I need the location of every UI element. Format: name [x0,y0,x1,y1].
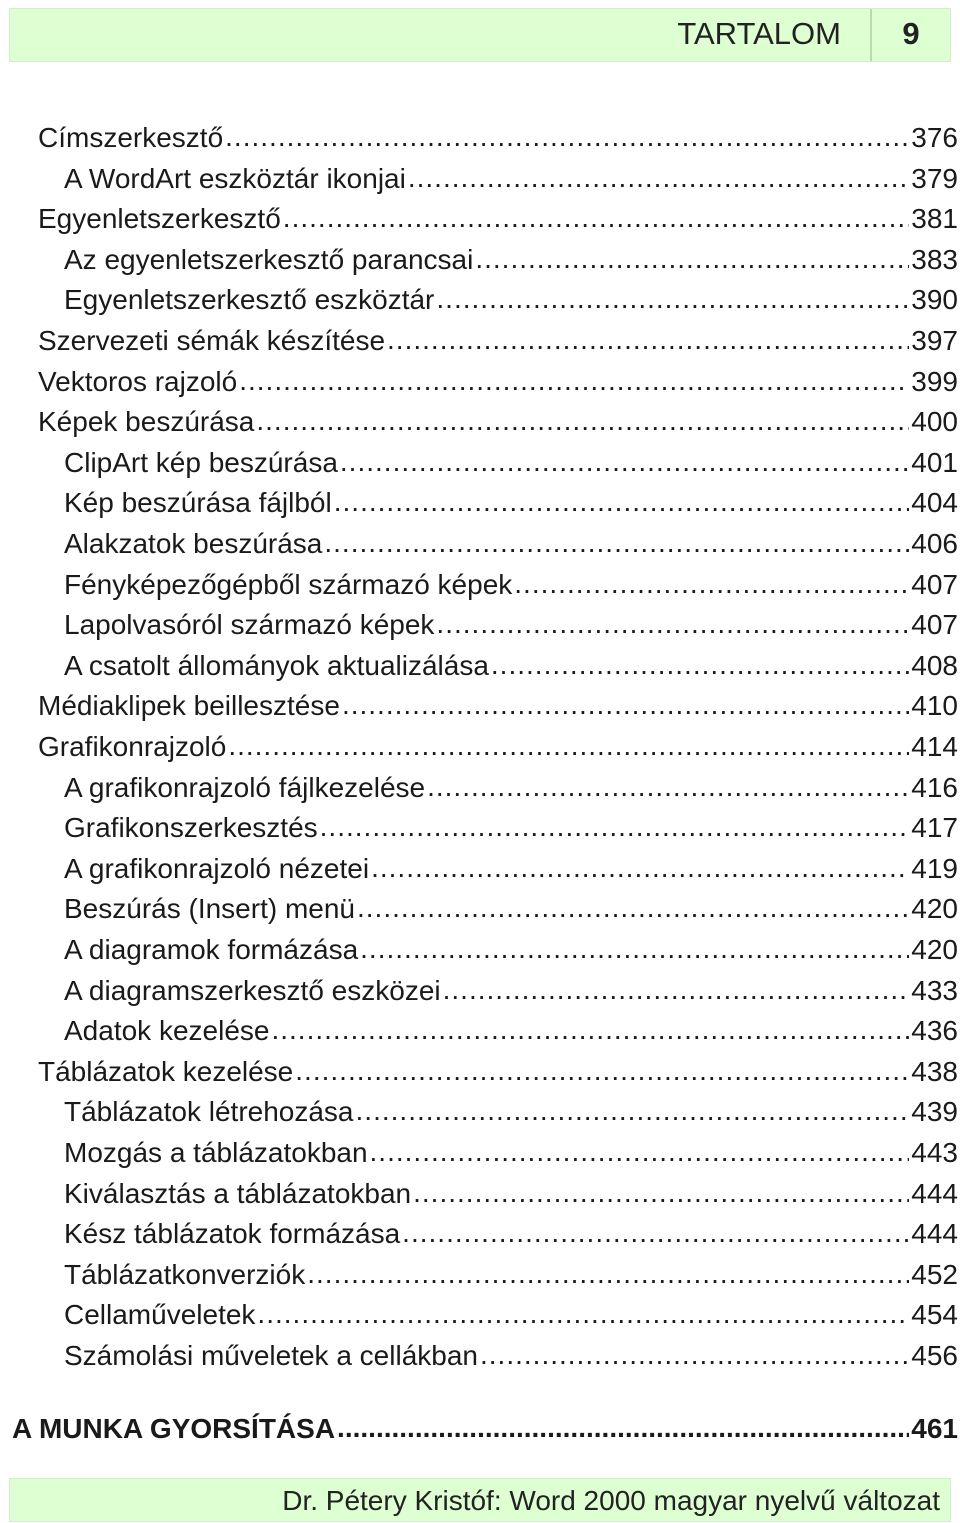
toc-entry[interactable] [0,1015,960,1056]
dot-leader [427,771,909,803]
toc-entry[interactable] [0,731,960,772]
dot-leader [408,162,909,194]
toc-entry[interactable] [0,406,960,447]
toc-entry-page: 452 [911,1258,958,1290]
toc-entry-title: Vektoros rajzoló [38,365,238,397]
toc-entry-title: Cellaműveletek [64,1299,256,1331]
toc-entry-title: A WordArt eszköztár ikonjai [64,162,406,194]
dot-leader [342,689,909,721]
toc-entry-title: Kiválasztás a táblázatokban [64,1177,412,1209]
toc-entry-title: Egyenletszerkesztő eszköztár [64,284,435,316]
toc-entry[interactable] [0,325,960,366]
dot-leader [360,933,909,965]
toc-entry-page: 406 [911,528,958,559]
footer-text: Dr. Pétery Kristóf: Word 2000 magyar nyelvű változat [282,1485,940,1516]
dot-leader [334,486,910,518]
dot-leader [357,892,909,924]
page-footer [9,1478,951,1522]
toc-entry[interactable] [0,244,960,285]
toc-entry-page: 439 [911,1096,958,1128]
dot-leader [402,1217,909,1249]
toc-entry-page: 381 [911,203,958,235]
toc-entry-title: Címszerkesztő [38,122,224,153]
chapter-title: A MUNKA GYORSÍTÁSA [12,1413,336,1444]
toc-entry-title: Az egyenletszerkesztő parancsai [64,243,474,275]
toc-entry[interactable] [0,1137,960,1178]
dot-leader [256,405,909,437]
toc-entry[interactable] [0,1340,960,1381]
toc-entry-title: A grafikonrajzoló nézetei [64,852,370,884]
toc-entry-title: Alakzatok beszúrása [64,528,323,559]
toc-entry[interactable] [0,163,960,204]
toc-entry-title: Táblázatok létrehozása [64,1096,354,1128]
toc-entry-page: 433 [911,974,958,1006]
toc-entry[interactable] [0,893,960,934]
toc-entry-title: Médiaklipek beillesztése [38,690,340,722]
dot-leader [340,446,909,478]
toc-entry[interactable] [0,609,960,650]
toc-entry-page: 420 [911,893,958,925]
dot-leader [514,568,909,600]
toc-entry-page: 420 [911,934,958,965]
toc-entry[interactable] [0,487,960,528]
toc-entry-page: 410 [911,690,958,722]
toc-entry-page: 414 [911,731,958,762]
toc-entry-page: 444 [911,1218,958,1250]
toc-entry[interactable] [0,447,960,488]
dot-leader [443,974,910,1006]
header-page-number: 9 [902,16,920,51]
toc-entry-page: 407 [911,568,958,600]
chapter-entry[interactable] [12,1413,958,1455]
toc-entry-page: 417 [911,812,958,844]
toc-entry[interactable] [0,366,960,407]
toc-entry-title: Szervezeti sémák készítése [38,325,386,356]
toc-entry-page: 401 [911,446,958,478]
toc-entry-page: 404 [911,487,958,519]
toc-entry-page: 399 [911,365,958,397]
toc-entry-page: 383 [911,243,958,275]
toc-entry-title: Számolási műveletek a cellákban [64,1340,478,1371]
toc-entry-title: Kép beszúrása fájlból [64,487,332,519]
dot-leader [257,1298,909,1330]
toc-entry-page: 443 [911,1137,958,1168]
toc-entry[interactable] [0,812,960,853]
toc-entry-title: A diagramok formázása [64,934,359,965]
dot-leader [228,730,909,762]
dot-leader [225,121,909,153]
toc-entry-page: 419 [911,852,958,884]
toc-entry-title: Képek beszúrása [38,406,255,438]
dot-leader [387,324,909,356]
toc-entry-page: 454 [911,1299,958,1331]
toc-entry[interactable] [0,772,960,813]
toc-entry[interactable] [0,122,960,163]
toc-entry-title: Lapolvasóról származó képek [64,609,435,641]
toc-entry[interactable] [0,203,960,244]
toc-entry-title: Adatok kezelése [64,1015,270,1047]
toc-entry[interactable] [0,650,960,691]
toc-entry-title: Grafikonrajzoló [38,731,227,762]
dot-leader [307,1258,909,1290]
toc-entry[interactable] [0,284,960,325]
dot-leader [324,527,909,559]
toc-entry-page: 444 [911,1177,958,1209]
toc-entry-page: 397 [911,325,958,356]
toc-entry[interactable] [0,1259,960,1300]
dot-leader [320,811,910,843]
toc-entry-page: 438 [911,1055,958,1087]
toc-entry[interactable] [0,690,960,731]
chapter-page: 461 [911,1413,958,1444]
header-title: TARTALOM [677,16,841,51]
toc-entry[interactable] [0,1178,960,1219]
dot-leader [371,852,909,884]
dot-leader [413,1177,909,1209]
toc-entry[interactable] [0,975,960,1016]
dot-leader [295,1055,909,1087]
toc-entry[interactable] [0,1096,960,1137]
toc-entry-title: ClipArt kép beszúrása [64,446,338,478]
dot-leader [356,1095,910,1127]
toc-entry-title: Egyenletszerkesztő [38,203,281,235]
dot-leader [436,608,909,640]
toc-entry-title: A grafikonrajzoló fájlkezelése [64,771,426,803]
dot-leader [239,365,909,397]
toc-entry-title: A diagramszerkesztő eszközei [64,974,441,1006]
toc-entry-title: Mozgás a táblázatokban [64,1137,368,1168]
toc-entry-title: Táblázatkonverziók [64,1258,306,1290]
toc-entry[interactable] [0,1218,960,1259]
dot-leader [337,1412,909,1444]
toc-entry-title: Fényképezőgépből származó képek [64,568,513,600]
dot-leader [271,1014,909,1046]
toc-entry-title: Grafikonszerkesztés [64,812,318,844]
toc-entry[interactable] [0,934,960,975]
toc-entry-page: 416 [911,771,958,803]
toc-entry-page: 408 [911,649,958,681]
toc-entry-title: A csatolt állományok aktualizálása [64,649,489,681]
toc-entry[interactable] [0,1056,960,1097]
toc-entry-page: 390 [911,284,958,316]
dot-leader [283,202,909,234]
toc-entry-page: 456 [911,1340,958,1371]
toc-entry-title: Beszúrás (Insert) menü [64,893,355,925]
page-header [9,8,951,62]
dot-leader [370,1136,910,1168]
toc-entry[interactable] [0,853,960,894]
toc-entry-page: 407 [911,609,958,641]
dot-leader [436,283,909,315]
toc-entry-page: 400 [911,406,958,438]
toc-entry-page: 379 [911,162,958,194]
toc-entry-page: 436 [911,1015,958,1047]
toc-entry[interactable] [0,1299,960,1340]
toc-entry[interactable] [0,528,960,569]
toc-entry[interactable] [0,569,960,610]
dot-leader [491,649,909,681]
toc-entry-page: 376 [911,122,958,153]
dot-leader [475,243,909,275]
toc-entry-title: Kész táblázatok formázása [64,1218,401,1250]
toc-entry-title: Táblázatok kezelése [38,1055,294,1087]
dot-leader [480,1339,909,1371]
